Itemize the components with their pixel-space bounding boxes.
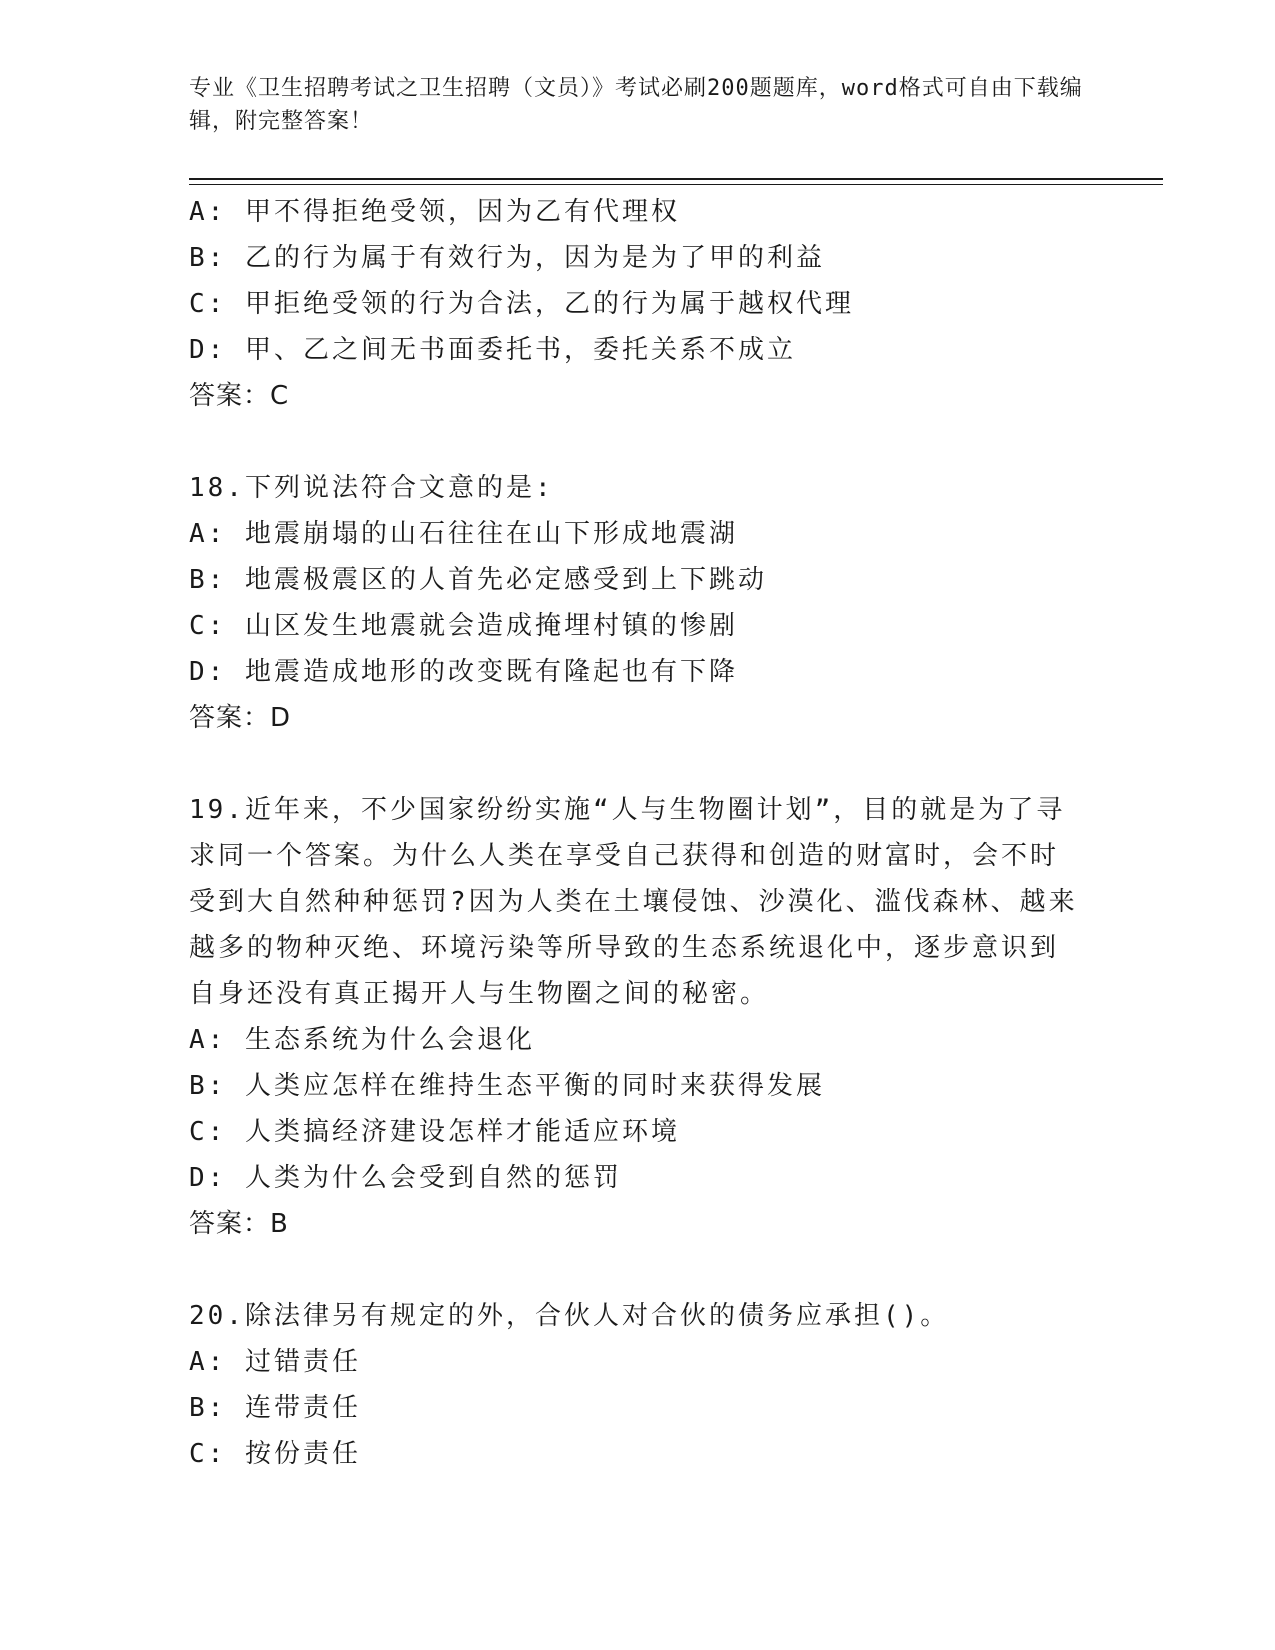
document-header: 专业《卫生招聘考试之卫生招聘（文员）》考试必刷200题题库，word格式可自由下载编辑，附完整答案！ <box>189 76 1083 134</box>
option-b: B: 地震极震区的人首先必定感受到上下跳动 <box>189 565 767 595</box>
option-c: C: 甲拒绝受领的行为合法，乙的行为属于越权代理 <box>189 289 854 319</box>
option-d: D: 地震造成地形的改变既有隆起也有下降 <box>189 657 738 687</box>
option-a: A: 过错责任 <box>189 1347 361 1377</box>
question-18 <box>189 465 1079 741</box>
spacer <box>189 741 1079 787</box>
header-divider-thick <box>189 178 1163 180</box>
option-b: B: 连带责任 <box>189 1393 361 1423</box>
option-c: C: 人类搞经济建设怎样才能适应环境 <box>189 1117 680 1147</box>
question-stem: 19.近年来，不少国家纷纷实施“人与生物圈计划”，目的就是为了寻求同一个答案。为什么人类在享受自己获得和创造的财富时，会不时受到大自然种种惩罚?因为人类在土壤侵蚀、沙漠化、滥伐森林、越来越多的物种灭绝、环境污染等所导致的生态系统退化中，逐步意识到自身还没有真正揭开人与生物圈之间的秘密。 <box>189 795 1078 1009</box>
option-b: B: 乙的行为属于有效行为，因为是为了甲的利益 <box>189 243 825 273</box>
option-a: A: 甲不得拒绝受领，因为乙有代理权 <box>189 197 680 227</box>
option-d: D: 甲、乙之间无书面委托书，委托关系不成立 <box>189 335 796 365</box>
answer: 答案：C <box>189 381 290 411</box>
option-b: B: 人类应怎样在维持生态平衡的同时来获得发展 <box>189 1071 825 1101</box>
question-19 <box>189 787 1079 1247</box>
option-c: C: 按份责任 <box>189 1439 361 1469</box>
question-stem: 18.下列说法符合文意的是: <box>189 473 554 503</box>
option-a: A: 地震崩塌的山石往往在山下形成地震湖 <box>189 519 738 549</box>
header-divider-thin <box>189 184 1163 185</box>
spacer <box>189 1247 1079 1293</box>
question-17 <box>189 189 1079 419</box>
answer: 答案：D <box>189 703 292 733</box>
option-d: D: 人类为什么会受到自然的惩罚 <box>189 1163 622 1193</box>
answer: 答案：B <box>189 1209 289 1239</box>
question-stem: 20.除法律另有规定的外，合伙人对合伙的债务应承担()。 <box>189 1301 950 1331</box>
option-c: C: 山区发生地震就会造成掩埋村镇的惨剧 <box>189 611 738 641</box>
question-20 <box>189 1293 1079 1477</box>
spacer <box>189 419 1079 465</box>
option-a: A: 生态系统为什么会退化 <box>189 1025 535 1055</box>
question-list <box>189 189 1079 1477</box>
